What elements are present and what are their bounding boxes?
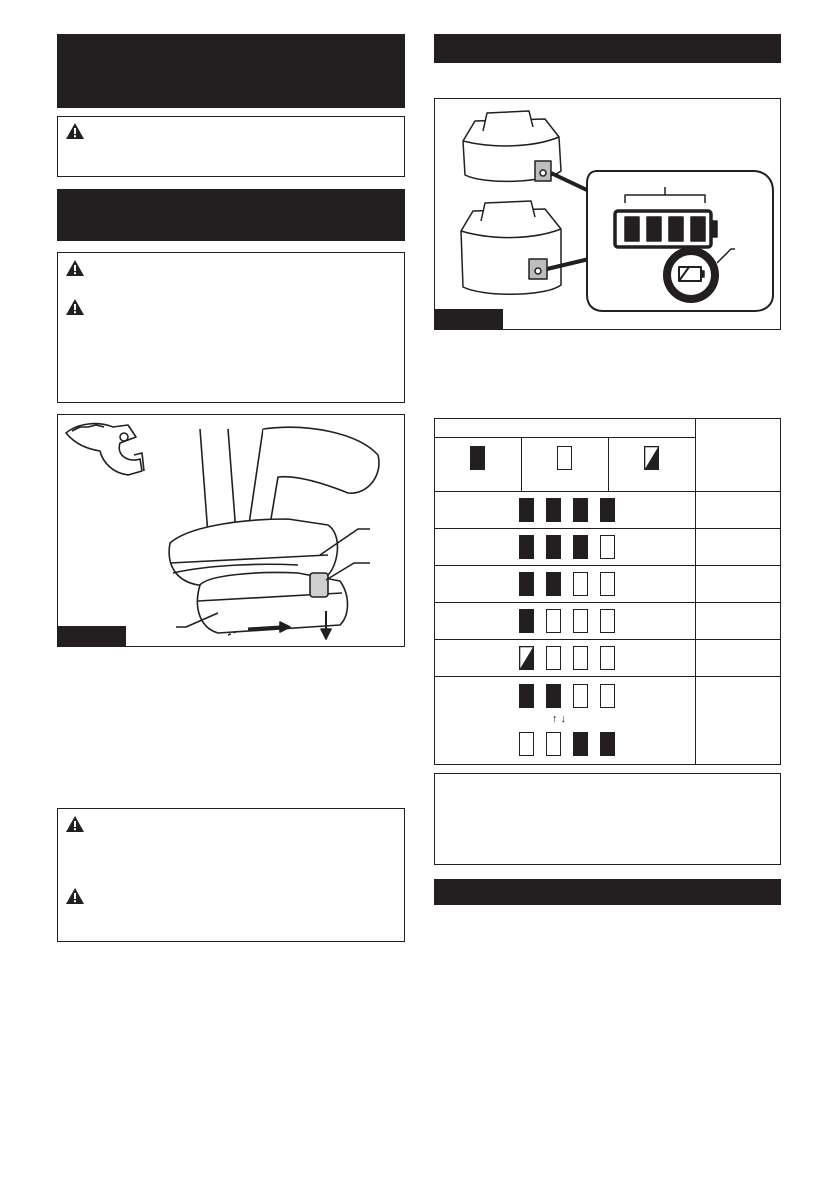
indicator-blinking-icon (519, 646, 534, 670)
battery-indicator-illustration (435, 99, 781, 330)
indicator-lit-icon (600, 498, 615, 522)
figure-label (435, 309, 503, 329)
section-header-bar (57, 189, 405, 241)
indicator-off-icon (546, 646, 561, 670)
warning-box (57, 252, 405, 403)
indicator-off-icon (600, 646, 615, 670)
indicator-lit-icon (519, 535, 534, 559)
indicator-off-icon (546, 732, 561, 756)
indicator-lit-icon (519, 498, 534, 522)
indicator-lit-icon (519, 684, 534, 708)
indicator-lit-icon (573, 732, 588, 756)
indicator-lit-icon (519, 609, 534, 633)
indicator-lit-icon (573, 535, 588, 559)
alternating-arrows: ↑ ↓ (552, 713, 567, 725)
warning-box (57, 808, 405, 942)
indicator-lit-icon (470, 446, 485, 470)
battery-install-figure (57, 414, 405, 647)
indicator-lit-icon (573, 498, 588, 522)
indicator-off-icon (557, 446, 572, 470)
indicator-off-icon (546, 609, 561, 633)
indicator-off-icon (600, 684, 615, 708)
indicator-lit-icon (546, 535, 561, 559)
indicator-off-icon (573, 684, 588, 708)
indicator-off-icon (573, 572, 588, 596)
indicator-off-icon (600, 609, 615, 633)
indicator-off-icon (573, 646, 588, 670)
indicator-lit-icon (546, 498, 561, 522)
indicator-blinking-icon (644, 446, 659, 470)
indicator-off-icon (600, 572, 615, 596)
indicator-off-icon (573, 609, 588, 633)
figure-label (58, 626, 126, 646)
warning-triangle-icon (66, 260, 84, 276)
warning-triangle-icon (66, 816, 84, 832)
indicator-lit-icon (546, 572, 561, 596)
tool-battery-illustration (58, 415, 405, 647)
battery-indicator-figure (434, 98, 781, 330)
indicator-lit-icon (519, 572, 534, 596)
section-header-bar (434, 34, 781, 63)
indicator-off-icon (600, 535, 615, 559)
indicator-lit-icon (600, 732, 615, 756)
note-box (434, 773, 781, 865)
warning-triangle-icon (66, 299, 84, 315)
section-header-bar (434, 879, 781, 905)
indicator-lit-icon (546, 684, 561, 708)
warning-box (57, 116, 405, 177)
section-header-bar (57, 34, 405, 108)
indicator-off-icon (519, 732, 534, 756)
indicator-status-table (434, 418, 781, 765)
warning-triangle-icon (66, 888, 84, 904)
warning-triangle-icon (66, 123, 84, 139)
